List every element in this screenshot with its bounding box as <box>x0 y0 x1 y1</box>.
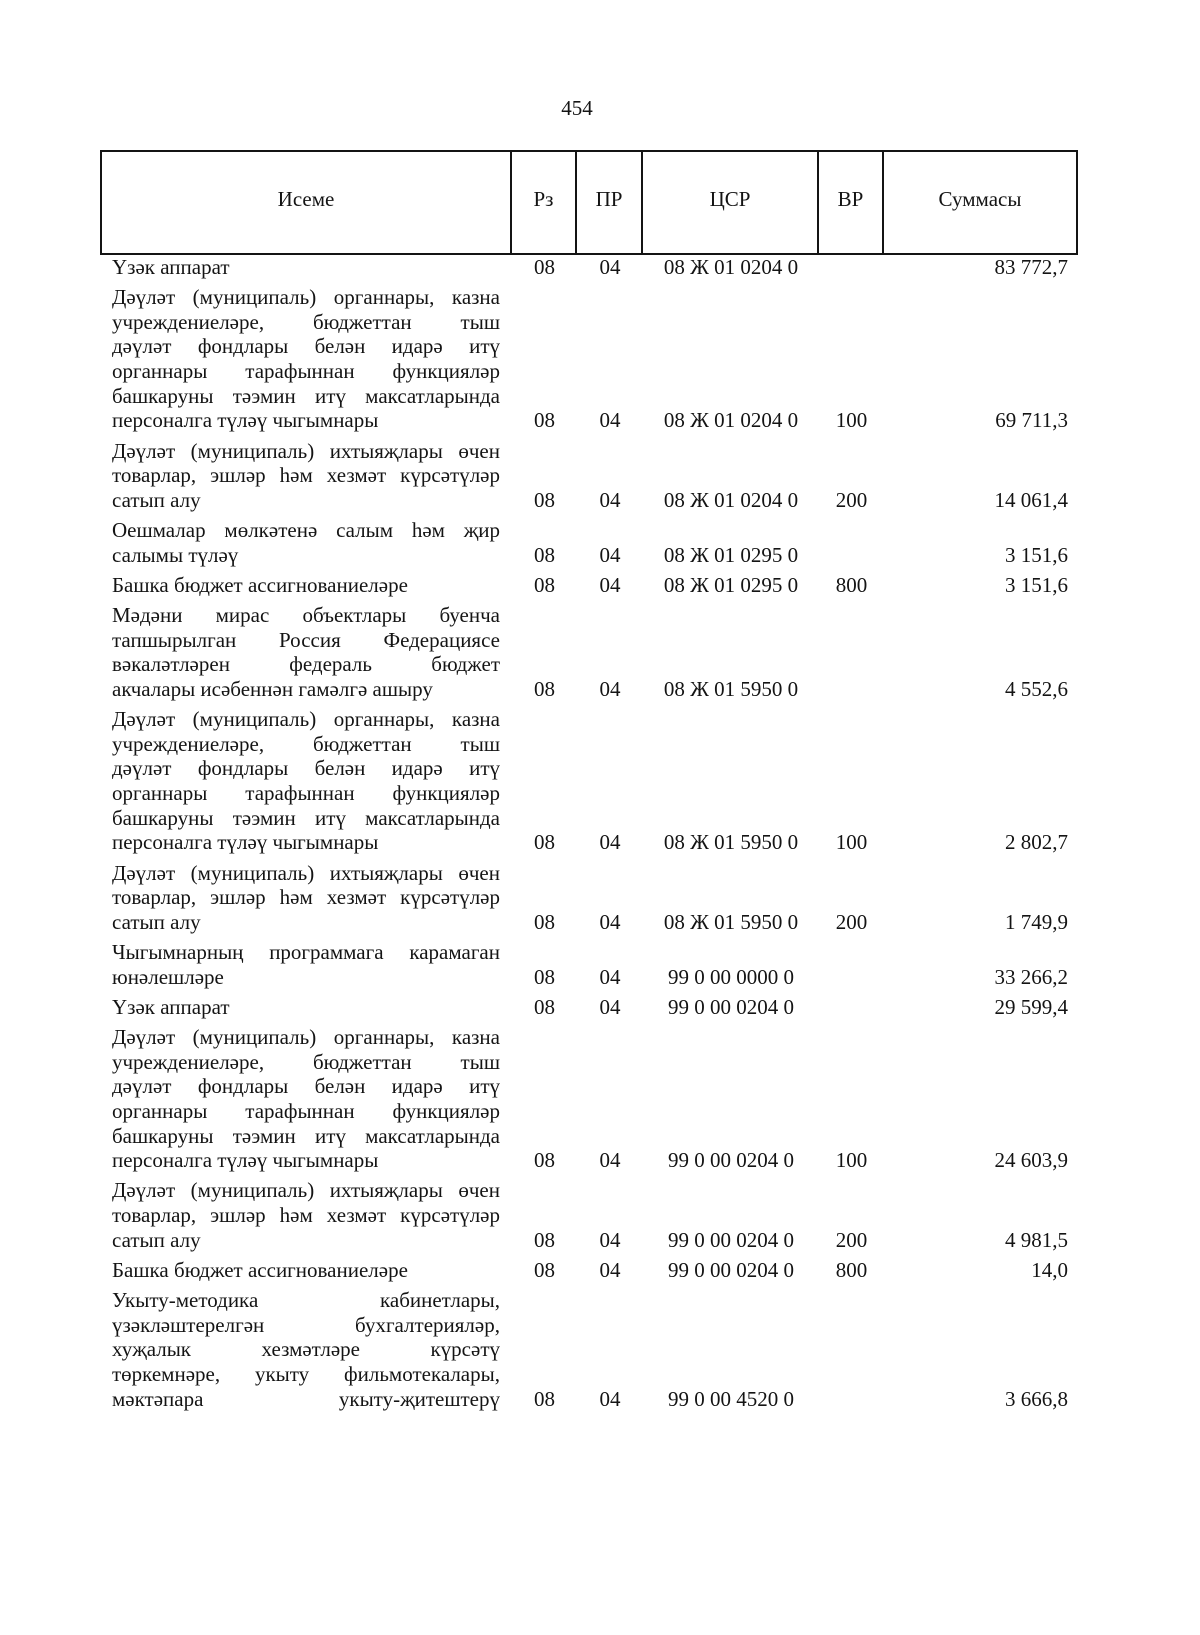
table-row <box>100 1288 1078 1411</box>
table-header <box>100 150 1078 255</box>
row-name <box>100 940 512 989</box>
table-row <box>100 573 1078 598</box>
row-pr: 04 <box>599 909 621 934</box>
row-name-line: Чыгымнарның программага карамаган <box>112 940 500 965</box>
table-row <box>100 940 1078 989</box>
row-name-line: үзәкләштерелгән бухгалтерияләр, <box>112 1312 500 1337</box>
row-vr: 200 <box>835 487 868 512</box>
table-body <box>100 255 1078 1417</box>
row-pr: 04 <box>599 1257 621 1282</box>
row-name-line: Дәүләт (муниципаль) ихтыяҗлары өчен <box>112 860 500 885</box>
row-csr: 08 Ж 01 0295 0 <box>663 572 799 597</box>
row-pr: 04 <box>599 1227 621 1252</box>
row-vr: 100 <box>835 1148 868 1173</box>
row-name-line: персоналга түләү чыгымнары <box>112 830 379 855</box>
row-name-line: Дәүләт (муниципаль) ихтыяҗлары өчен <box>112 438 500 463</box>
row-rz: 08 <box>534 408 555 433</box>
row-pr: 04 <box>599 542 621 567</box>
row-name-line: тапшырылган Россия Федерациясе <box>112 627 500 652</box>
row-csr: 08 Ж 01 5950 0 <box>663 909 799 934</box>
row-pr: 04 <box>599 1148 621 1173</box>
row-sum: 83 772,7 <box>994 255 1068 279</box>
row-sum: 3 666,8 <box>1005 1386 1068 1411</box>
row-sum: 4 552,6 <box>1005 677 1068 701</box>
row-name-line: Дәүләт (муниципаль) ихтыяҗлары өчен <box>112 1178 500 1203</box>
row-sum: 29 599,4 <box>994 994 1068 1019</box>
row-name-line: Үзәк аппарат <box>112 994 230 1019</box>
row-pr: 04 <box>599 830 621 855</box>
row-sum: 2 802,7 <box>1005 830 1068 855</box>
row-csr: 99 0 00 0204 0 <box>668 994 794 1019</box>
row-csr: 08 Ж 01 0204 0 <box>663 487 799 512</box>
row-name-line: Дәүләт (муниципаль) органнары, казна <box>112 707 500 732</box>
row-name-line: Укыту-методика кабинетлары, <box>112 1288 500 1313</box>
row-name-line: Үзәк аппарат <box>112 255 230 279</box>
row-name-line: учреждениеләре, бюджеттан тыш <box>112 731 500 756</box>
row-name-line: вәкаләтләрен федераль бюджет <box>112 652 500 677</box>
header-name: Исеме <box>102 152 512 253</box>
row-name <box>100 573 512 598</box>
row-vr: 800 <box>835 1257 868 1282</box>
table-row <box>100 861 1078 935</box>
row-name-line: дәүләт фондлары белән идарә итү <box>112 1074 500 1099</box>
row-name-line: персоналга түләү чыгымнары <box>112 408 379 433</box>
row-csr: 99 0 00 0204 0 <box>668 1227 794 1252</box>
row-name <box>100 1288 512 1411</box>
row-csr: 08 Ж 01 5950 0 <box>663 677 799 701</box>
row-name-line: салымы түләү <box>112 542 239 567</box>
row-name-line: Башка бюджет ассигнованиеләре <box>112 1257 408 1282</box>
row-name <box>100 1258 512 1283</box>
table-row <box>100 995 1078 1020</box>
row-rz: 08 <box>534 1257 555 1282</box>
row-name-line: органнары тарафыннан функцияләр <box>112 1099 500 1123</box>
row-name-line: учреждениеләре, бюджеттан тыш <box>112 309 500 334</box>
row-name <box>100 518 512 567</box>
row-rz: 08 <box>534 255 555 279</box>
row-rz: 08 <box>534 542 555 567</box>
row-rz: 08 <box>534 487 555 512</box>
row-sum: 1 749,9 <box>1005 909 1068 934</box>
row-name <box>100 1178 512 1252</box>
page-number: 454 <box>561 96 593 120</box>
row-csr: 99 0 00 4520 0 <box>668 1386 794 1411</box>
row-rz: 08 <box>534 677 555 701</box>
row-name-line: Башка бюджет ассигнованиеләре <box>112 572 408 597</box>
header-rz: Рз <box>512 152 577 253</box>
table-row <box>100 439 1078 513</box>
row-name-line: дәүләт фондлары белән идарә итү <box>112 334 500 359</box>
row-name <box>100 439 512 513</box>
row-name <box>100 255 512 280</box>
row-name-line: хуҗалык хезмәтләре күрсәтү <box>112 1337 500 1362</box>
table-row <box>100 255 1078 280</box>
row-name-line: сатып алу <box>112 1227 201 1252</box>
row-csr: 99 0 00 0204 0 <box>668 1257 794 1282</box>
row-name-line: башкаруны тәэмин итү максатларында <box>112 1123 500 1148</box>
row-sum: 4 981,5 <box>1005 1227 1068 1252</box>
row-vr: 100 <box>835 830 868 855</box>
row-csr: 08 Ж 01 0295 0 <box>663 542 799 567</box>
row-pr: 04 <box>599 572 621 597</box>
row-name-line: Оешмалар мөлкәтенә салым һәм җир <box>112 518 500 543</box>
row-name-line: төркемнәре, укыту фильмотекалары, <box>112 1362 500 1387</box>
row-pr: 04 <box>599 487 621 512</box>
table-row <box>100 518 1078 567</box>
row-name <box>100 707 512 855</box>
row-csr: 08 Ж 01 0204 0 <box>663 255 799 279</box>
row-name-line: органнары тарафыннан функцияләр <box>112 359 500 384</box>
row-name-line: сатып алу <box>112 487 201 512</box>
row-name-line: сатып алу <box>112 909 201 934</box>
table-row <box>100 285 1078 433</box>
row-rz: 08 <box>534 1227 555 1252</box>
row-sum: 14,0 <box>1031 1257 1068 1282</box>
row-pr: 04 <box>599 964 621 989</box>
row-name <box>100 285 512 433</box>
row-name-line: органнары тарафыннан функцияләр <box>112 781 500 806</box>
row-rz: 08 <box>534 830 555 855</box>
row-sum: 14 061,4 <box>994 487 1068 512</box>
row-vr: 100 <box>835 408 868 433</box>
table-row <box>100 603 1078 702</box>
row-pr: 04 <box>599 255 621 279</box>
row-name <box>100 995 512 1020</box>
header-pr: ПР <box>577 152 643 253</box>
row-name <box>100 1025 512 1173</box>
header-sum: Суммасы <box>938 187 1022 211</box>
row-name-line: товарлар, эшләр һәм хезмәт күрсәтүләр <box>112 463 500 488</box>
row-name <box>100 603 512 702</box>
table-row <box>100 707 1078 855</box>
row-csr: 99 0 00 0000 0 <box>668 964 794 989</box>
row-sum: 69 711,3 <box>995 408 1068 433</box>
row-rz: 08 <box>534 909 555 934</box>
row-csr: 99 0 00 0204 0 <box>668 1148 794 1173</box>
row-vr: 200 <box>835 1227 868 1252</box>
row-name-line: юнәлешләре <box>112 964 224 989</box>
row-pr: 04 <box>599 677 621 701</box>
row-rz: 08 <box>534 1148 555 1173</box>
row-rz: 08 <box>534 964 555 989</box>
row-pr: 04 <box>599 408 621 433</box>
table-row <box>100 1258 1078 1283</box>
row-csr: 08 Ж 01 0204 0 <box>663 408 799 433</box>
row-rz: 08 <box>534 1386 555 1411</box>
row-name-line: товарлар, эшләр һәм хезмәт күрсәтүләр <box>112 885 500 910</box>
header-csr: ЦСР <box>643 152 819 253</box>
row-name-line: дәүләт фондлары белән идарә итү <box>112 756 500 781</box>
row-sum: 33 266,2 <box>994 964 1068 989</box>
table-row <box>100 1178 1078 1252</box>
row-name-line: Дәүләт (муниципаль) органнары, казна <box>112 1025 500 1050</box>
table-row <box>100 1025 1078 1173</box>
row-name-line: товарлар, эшләр һәм хезмәт күрсәтүләр <box>112 1203 500 1228</box>
row-pr: 04 <box>599 994 621 1019</box>
row-rz: 08 <box>534 994 555 1019</box>
row-name-line: учреждениеләре, бюджеттан тыш <box>112 1049 500 1074</box>
row-sum: 3 151,6 <box>1005 542 1068 567</box>
row-sum: 3 151,6 <box>1005 572 1068 597</box>
row-name-line: Дәүләт (муниципаль) органнары, казна <box>112 285 500 310</box>
header-vr: ВР <box>819 152 884 253</box>
row-pr: 04 <box>599 1386 621 1411</box>
row-name-line: Мәдәни мирас объектлары буенча <box>112 603 500 628</box>
row-name <box>100 861 512 935</box>
row-name-line: мәктәпара укыту-җитештерү <box>112 1386 500 1411</box>
row-name-line: башкаруны тәэмин итү максатларында <box>112 383 500 408</box>
row-name-line: персоналга түләү чыгымнары <box>112 1148 379 1173</box>
row-sum: 24 603,9 <box>994 1148 1068 1173</box>
row-csr: 08 Ж 01 5950 0 <box>663 830 799 855</box>
row-rz: 08 <box>534 572 555 597</box>
row-vr: 800 <box>835 572 868 597</box>
row-name-line: башкаруны тәэмин итү максатларында <box>112 805 500 830</box>
row-vr: 200 <box>835 909 868 934</box>
row-name-line: акчалары исәбеннән гамәлгә ашыру <box>112 677 433 701</box>
